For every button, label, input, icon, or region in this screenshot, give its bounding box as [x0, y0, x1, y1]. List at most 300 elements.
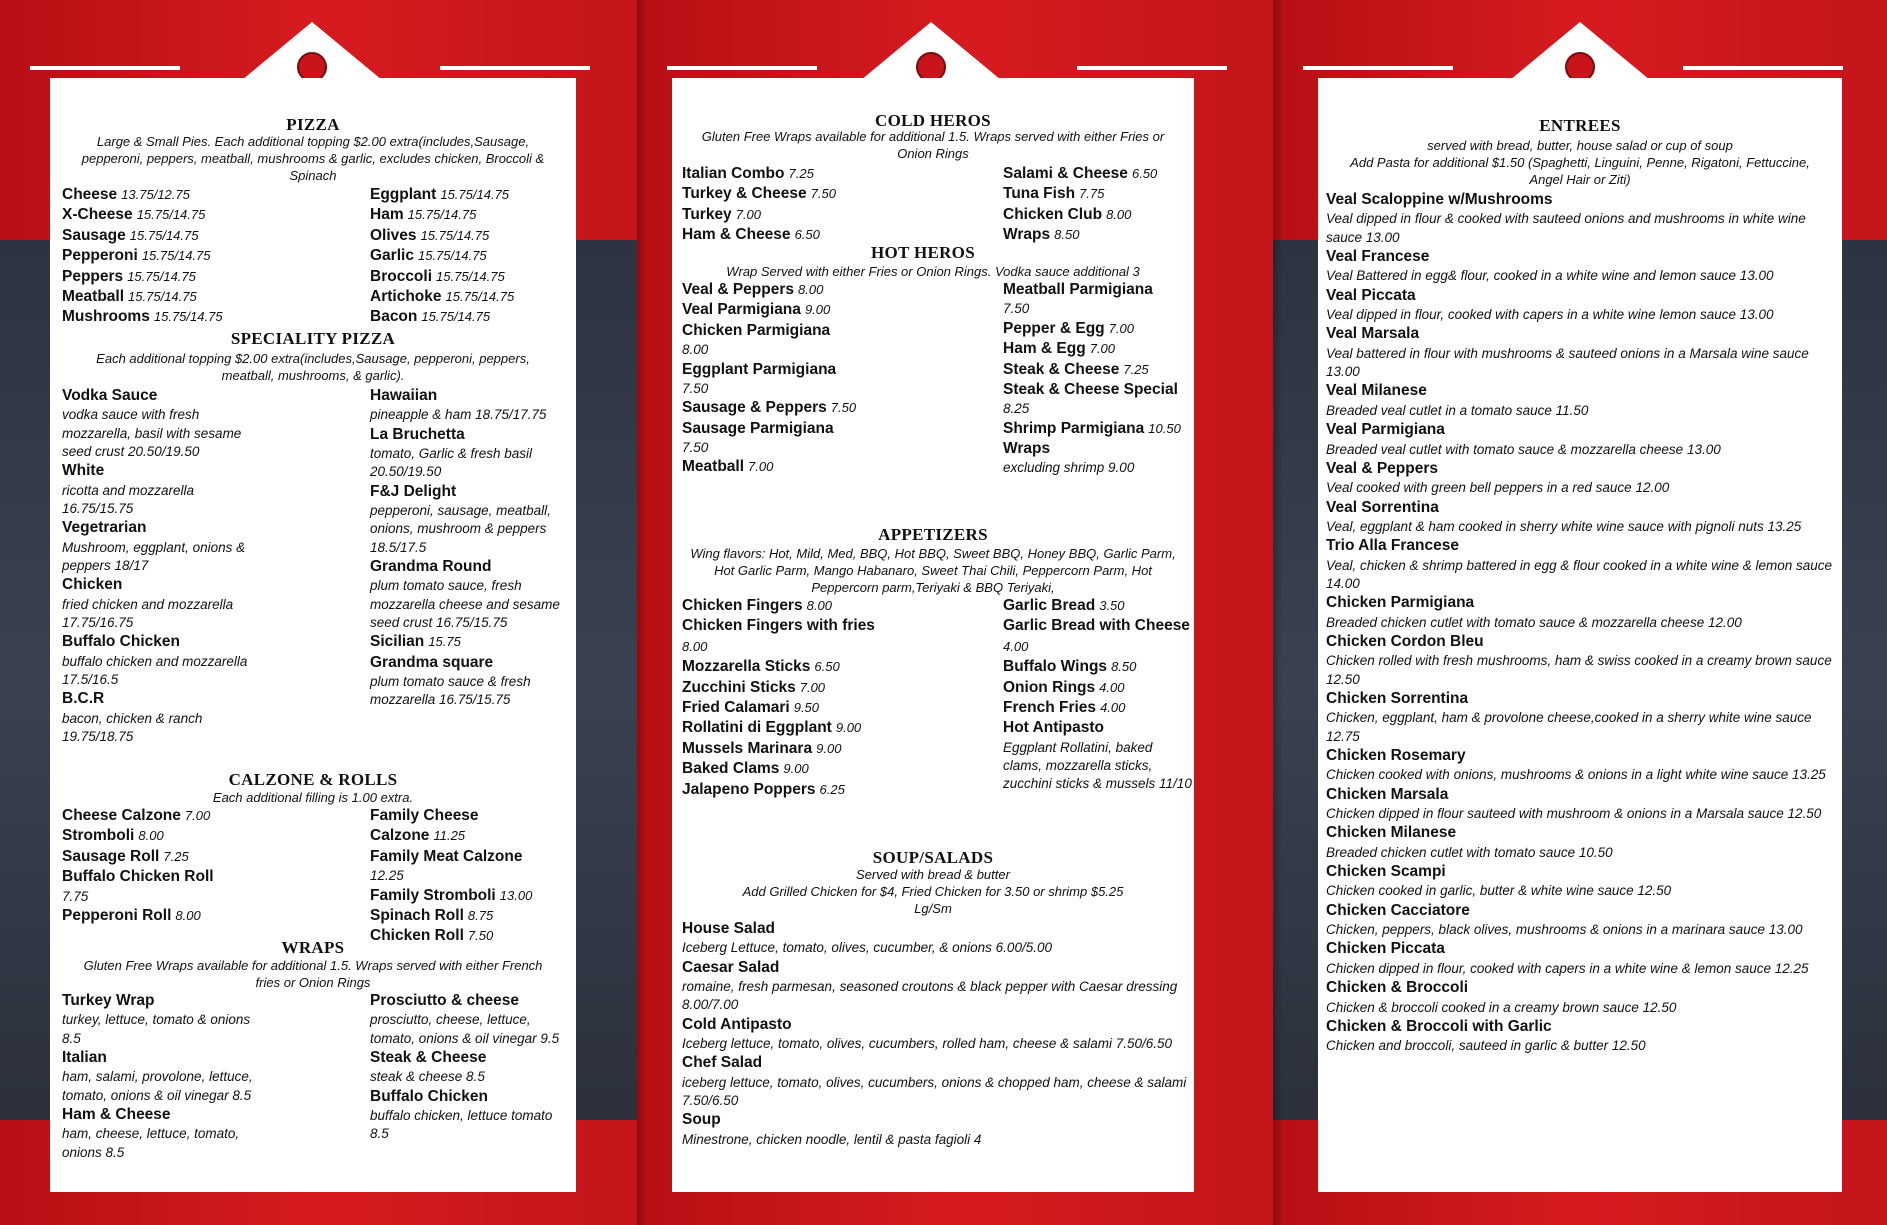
menu-item-name: F&J Delight: [370, 482, 457, 500]
section-title-hot-heros: HOT HEROS: [871, 243, 975, 262]
menu-item-price: 9.50: [793, 700, 820, 716]
menu-item: [370, 847, 570, 886]
menu-item: [62, 246, 322, 266]
menu-item-price: 8.00: [806, 598, 832, 613]
appetizers-left-column: [682, 596, 892, 800]
menu-item: [1003, 380, 1193, 419]
menu-item-price: 9.00: [816, 740, 842, 756]
menu-item-name: Sausage Parmigiana: [682, 419, 834, 437]
menu-item: [62, 847, 302, 867]
menu-item-description: pepperoni, sausage, meatball, onions, mushroom & peppers 18.5/17.5: [370, 503, 551, 555]
menu-item: [1326, 823, 1838, 862]
menu-item-name: Veal Marsala: [1326, 325, 1420, 343]
menu-item-description: Chicken, peppers, black olives, mushrooms & onions in a marinara sauce 13.00: [1326, 922, 1803, 938]
menu-item-description: pineapple & ham 18.75/17.75: [370, 407, 547, 423]
menu-item-name: Turkey Wrap: [62, 992, 155, 1009]
menu-item-description: Minestrone, chicken noodle, lentil & pasta fagioli 4: [682, 1131, 982, 1147]
menu-item-price: 7.50: [810, 186, 836, 202]
menu-item: [370, 806, 570, 826]
menu-item: [62, 806, 302, 826]
menu-item: [682, 457, 882, 477]
menu-item: [1003, 596, 1193, 616]
menu-item: [1326, 978, 1838, 1017]
stripe: [440, 66, 590, 70]
menu-item-name: Chicken Scampi: [1326, 863, 1446, 881]
menu-item-price: 8.00: [175, 907, 201, 923]
menu-item-description: Breaded chicken cutlet with tomato sauce & mozzarella cheese 12.00: [1326, 614, 1742, 630]
menu-item-price: 7.00: [748, 459, 774, 475]
menu-item: [62, 226, 322, 246]
menu-item-name: La Bruchetta: [370, 425, 465, 443]
menu-item-name: Family Cheese: [370, 807, 479, 824]
menu-item: [682, 739, 892, 759]
menu-item-name: Rollatini di Eggplant: [682, 719, 832, 737]
menu-item-description: plum tomato sauce & fresh mozzarella 16.75/15.75: [370, 674, 531, 708]
menu-item-name: Veal Milanese: [1326, 382, 1427, 400]
menu-item-description: ham, salami, provolone, lettuce, tomato, onions & oil vinegar 8.5: [62, 1069, 253, 1103]
menu-item-price: 6.50: [1131, 166, 1158, 181]
menu-item: [1003, 280, 1193, 319]
menu-item-name: Sausage Roll: [62, 847, 160, 865]
menu-item-description: Chicken cooked in garlic, butter & white wine sauce 12.50: [1326, 883, 1672, 899]
menu-item-name: Meatball Parmigiana: [1003, 281, 1153, 298]
menu-item-description: ham, cheese, lettuce, tomato, onions 8.5: [62, 1126, 240, 1160]
menu-item-price: 11.25: [433, 828, 466, 844]
entrees-list: [1326, 190, 1838, 1056]
menu-item: [370, 425, 570, 482]
menu-item: [370, 1087, 570, 1144]
menu-item-name: Onion Rings: [1003, 678, 1096, 696]
menu-item-name: Bacon: [370, 308, 418, 326]
menu-item-name: Jalapeno Poppers: [682, 780, 816, 798]
menu-item: [62, 267, 322, 287]
menu-item: [1003, 360, 1193, 380]
menu-item-name: Vodka Sauce: [62, 387, 158, 404]
menu-item: [1003, 164, 1193, 184]
menu-item-name: Grandma Round: [370, 558, 492, 575]
speciality-right-column: [370, 386, 570, 710]
menu-item-description: Chicken & broccoli cooked in a creamy brown sauce 12.50: [1326, 999, 1677, 1015]
menu-item-name: Broccoli: [370, 267, 433, 285]
menu-item: [682, 184, 982, 204]
menu-item-price: 10.50: [1148, 420, 1181, 436]
menu-item-price: 6.50: [814, 659, 840, 675]
menu-item-price: 7.25: [1123, 361, 1149, 377]
menu-item-description: romaine, fresh parmesan, seasoned croutons & black pepper with Caesar dressing 8.00/7.00: [682, 979, 1178, 1013]
menu-item-name: Chicken & Broccoli: [1326, 979, 1469, 997]
menu-item: [370, 386, 570, 425]
menu-item-name: Chicken Roll: [370, 927, 464, 945]
menu-item-name: Peppers: [62, 267, 124, 285]
menu-item-name: Calzone: [370, 827, 430, 845]
speciality-left-column: [62, 386, 262, 746]
menu-item-price: 8.75: [467, 907, 494, 923]
menu-item-description: prosciutto, cheese, lettuce, tomato, onions & oil vinegar 9.5: [370, 1012, 560, 1046]
stripe: [30, 66, 180, 70]
section-title-calzone: CALZONE & ROLLS: [228, 770, 398, 789]
menu-item-name: Veal & Peppers: [682, 281, 795, 298]
menu-item-description: Veal cooked with green bell peppers in a red sauce 12.00: [1326, 480, 1670, 496]
menu-item-description: Chicken and broccoli, sauteed in garlic & butter 12.50: [1326, 1038, 1646, 1054]
menu-item: [1326, 939, 1838, 978]
soup-salads-list: [682, 919, 1187, 1149]
section-note: Gluten Free Wraps available for additional 1.5. Wraps served with either French fries or Onion Rings: [83, 958, 543, 990]
menu-item-name: Pepper & Egg: [1003, 319, 1105, 337]
section-note: Each additional topping $2.00 extra(includes,Sausage, pepperoni, peppers, meatball, mushrooms, & garlic).: [96, 351, 530, 383]
menu-item: [1003, 657, 1193, 677]
section-title-pizza: PIZZA: [286, 115, 340, 134]
menu-card-pizza: [50, 78, 576, 1192]
menu-item: [62, 632, 262, 689]
menu-item: [682, 596, 892, 616]
menu-item-name: Chicken Cacciatore: [1326, 901, 1470, 919]
calzone-left-column: [62, 806, 302, 926]
section-note: Each additional filling is 1.00 extra.: [212, 790, 414, 805]
menu-item: [62, 461, 262, 518]
menu-item-name: Ham & Cheese: [682, 226, 791, 244]
menu-item-description: turkey, lettuce, tomato & onions 8.5: [62, 1012, 251, 1046]
menu-item-name: Family Meat Calzone: [370, 847, 523, 865]
pizza-right-column: [370, 185, 570, 328]
menu-item-name: French Fries: [1003, 699, 1097, 717]
menu-item-description: bacon, chicken & ranch 19.75/18.75: [62, 710, 203, 744]
menu-item-description: Veal, eggplant & ham cooked in sherry white wine sauce with pignoli nuts 13.25: [1326, 518, 1802, 534]
menu-item-description: Mushroom, eggplant, onions & peppers 18/17: [62, 539, 246, 573]
menu-item-description: Chicken, eggplant, ham & provolone cheese,cooked in a sherry white wine sauce 12.75: [1326, 710, 1812, 744]
menu-item-name: B.C.R: [62, 690, 105, 708]
menu-item-name: Chicken Parmigiana: [682, 321, 831, 339]
menu-item: [682, 919, 1187, 958]
menu-item-name: Meatball: [62, 288, 125, 306]
menu-item: [1003, 419, 1193, 439]
menu-item: [62, 386, 262, 461]
menu-item: [370, 886, 570, 906]
menu-item: [370, 287, 570, 307]
menu-item: [1326, 286, 1838, 325]
menu-item: [370, 185, 570, 205]
menu-item-name: Fried Calamari: [682, 699, 790, 717]
menu-item-name: Steak & Cheese Special: [1003, 380, 1178, 398]
menu-item-name: Olives: [370, 226, 417, 244]
menu-item: [62, 205, 322, 225]
stripe: [1077, 66, 1227, 70]
section-title-speciality: SPECIALITY PIZZA: [230, 329, 396, 348]
menu-item-name: Cheese: [62, 186, 118, 203]
hot-heros-right-column: [1003, 280, 1193, 478]
menu-item-name: Cold Antipasto: [682, 1015, 792, 1033]
menu-item-name: Pepperoni: [62, 247, 138, 265]
menu-item-name: Eggplant Parmigiana: [682, 360, 837, 378]
menu-item-name: House Salad: [682, 920, 776, 937]
menu-item: [682, 1015, 1187, 1054]
menu-item-name: Veal Parmigiana: [682, 301, 801, 319]
menu-item: [682, 164, 982, 184]
menu-item-description: Veal Battered in egg& flour, cooked in a white wine and lemon sauce 13.00: [1326, 268, 1774, 284]
menu-item-description: plum tomato sauce, fresh mozzarella cheese and sesame seed crust 16.75/15.75: [370, 578, 560, 630]
menu-item: [62, 867, 302, 906]
menu-item-price: 8.50: [1111, 659, 1137, 675]
menu-item: [370, 267, 570, 287]
menu-item-name: Pepperoni Roll: [62, 906, 172, 924]
menu-item-price: 9.00: [835, 720, 862, 736]
menu-item-name: Zucchini Sticks: [682, 678, 796, 696]
menu-item: [1326, 785, 1838, 824]
menu-item-name: Chicken Sorrentina: [1326, 689, 1469, 707]
menu-item-name: Baked Clams: [682, 760, 780, 778]
menu-item-description: Veal dipped in flour & cooked with sauteed onions and mushrooms in white wine sauce 13.00: [1326, 211, 1806, 245]
menu-item-name: Ham: [370, 206, 404, 224]
menu-item-description: ricotta and mozzarella 16.75/15.75: [62, 482, 195, 516]
menu-item: [1326, 190, 1838, 247]
menu-item: [682, 759, 892, 779]
menu-item: [1003, 678, 1193, 698]
stripe: [1303, 66, 1453, 70]
menu-item-price: 15.75/14.75: [128, 289, 197, 305]
menu-item: [682, 1110, 1187, 1149]
menu-item-name: Salami & Cheese: [1003, 165, 1128, 182]
menu-item-name: Chef Salad: [682, 1054, 763, 1072]
menu-item: [1003, 616, 1193, 657]
menu-item: [682, 300, 882, 320]
menu-item-name: Stromboli: [62, 827, 135, 845]
menu-item-price: 8.00: [138, 828, 164, 844]
menu-item-name: Wraps: [1003, 226, 1051, 244]
menu-item-name: Steak & Cheese: [370, 1049, 487, 1066]
menu-item-price: 9.00: [783, 761, 809, 777]
section-title-appetizers: APPETIZERS: [878, 525, 988, 544]
menu-item-name: Chicken Milanese: [1326, 824, 1457, 842]
menu-item: [1326, 247, 1838, 286]
menu-item-name: Soup: [682, 1111, 721, 1129]
menu-item-description: Breaded veal cutlet in a tomato sauce 11.50: [1326, 402, 1589, 418]
menu-item-description: 8.25: [1003, 401, 1030, 417]
menu-item-description: Chicken dipped in flour sauteed with mushroom & onions in a Marsala sauce 12.50: [1326, 806, 1822, 822]
menu-item: [370, 307, 570, 327]
menu-item: [370, 246, 570, 266]
menu-item-name: Spinach Roll: [370, 906, 464, 924]
menu-item-name: Ham & Egg: [1003, 340, 1086, 358]
menu-item-price: 7.50: [467, 928, 494, 944]
menu-item-name: Chicken Fingers with fries: [682, 617, 875, 635]
menu-item-price: 7.00: [735, 206, 762, 222]
menu-item: [1326, 746, 1838, 785]
menu-item-description: tomato, Garlic & fresh basil 20.50/19.50: [370, 446, 533, 480]
section-note: Large & Small Pies. Each additional topping $2.00 extra(includes,Sausage, pepperoni, peppers, meatball, mushrooms & garlic, excludes chicken, Broccoli & Spinach: [81, 134, 545, 183]
menu-item-name: Veal Sorrentina: [1326, 498, 1439, 516]
menu-item-price: 13.00: [499, 887, 533, 903]
menu-item: [1326, 632, 1838, 689]
menu-item-name: Veal Scaloppine w/Mushrooms: [1326, 191, 1553, 208]
menu-item-price: 15.75/14.75: [153, 309, 223, 325]
menu-item-name: Sausage & Peppers: [682, 399, 827, 417]
menu-item-description: Iceberg Lettuce, tomato, olives, cucumber, & onions 6.00/5.00: [682, 940, 1052, 956]
menu-item-name: Tuna Fish: [1003, 185, 1076, 203]
menu-item-name: Veal & Peppers: [1326, 459, 1439, 477]
menu-item-name: Chicken & Broccoli with Garlic: [1326, 1017, 1552, 1035]
menu-item: [1003, 718, 1193, 793]
menu-item: [1326, 1017, 1838, 1056]
menu-item: [682, 678, 892, 698]
menu-item-name: Shrimp Parmigiana: [1003, 419, 1145, 437]
menu-item-name: Ham & Cheese: [62, 1106, 171, 1123]
menu-item-name: White: [62, 462, 105, 480]
menu-item-price: 7.25: [788, 166, 814, 181]
menu-item: [1326, 593, 1838, 632]
section-title-entrees: ENTREES: [1539, 116, 1621, 135]
menu-item-name: Buffalo Chicken: [370, 1087, 488, 1105]
menu-item: [62, 307, 322, 327]
menu-item-description: 7.50: [682, 440, 709, 456]
menu-item-price: 13.75/12.75: [121, 187, 190, 202]
menu-item-name: Mozzarella Sticks: [682, 658, 811, 676]
menu-item-price: 8.00: [682, 638, 708, 654]
menu-item-name: Sicilian: [370, 633, 425, 651]
menu-item-price: 9.00: [804, 302, 831, 318]
menu-item-name: Chicken Piccata: [1326, 940, 1445, 958]
menu-item: [1326, 689, 1838, 746]
menu-item-description: Chicken cooked with onions, mushrooms & onions in a light white wine sauce 13.25: [1326, 767, 1826, 783]
menu-card-entrees: [1318, 78, 1842, 1192]
menu-item-price: 15.75/14.75: [420, 227, 490, 243]
menu-item-name: Trio Alla Francese: [1326, 537, 1459, 555]
menu-item-name: Chicken Club: [1003, 205, 1103, 223]
menu-item: [62, 287, 322, 307]
menu-item: [1003, 205, 1193, 225]
menu-item-name: Veal Parmigiana: [1326, 421, 1445, 439]
menu-item-description: 7.50: [1003, 301, 1030, 317]
section-title-soup-salads: SOUP/SALADS: [872, 848, 994, 867]
menu-item-description: iceberg lettuce, tomato, olives, cucumbers, onions & chopped ham, cheese & salami 7.50/6.50: [682, 1074, 1187, 1109]
menu-item: [62, 1048, 262, 1105]
menu-item-name: Italian: [62, 1049, 107, 1066]
wraps-left-column: [62, 991, 262, 1162]
menu-item: [1003, 319, 1193, 339]
menu-item: [370, 1048, 570, 1087]
menu-item-description: Chicken dipped in flour, cooked with capers in a white wine & lemon sauce 12.25: [1326, 960, 1809, 976]
menu-item: [62, 518, 262, 575]
menu-item: [62, 689, 262, 746]
menu-item-price: 15.75: [428, 634, 461, 650]
menu-item-price: 7.25: [163, 848, 189, 864]
menu-item-description: Veal, chicken & shrimp battered in egg & flour cooked in a white wine & lemon sauce 14.00: [1326, 557, 1833, 591]
hot-heros-left-column: [682, 280, 882, 478]
menu-item-name: Chicken: [62, 576, 123, 594]
menu-item-name: Family Stromboli: [370, 886, 496, 904]
menu-item-name: Italian Combo: [682, 165, 785, 182]
menu-item-name: Turkey: [682, 205, 732, 223]
menu-item-description: Breaded veal cutlet with tomato sauce & mozzarella cheese 13.00: [1326, 441, 1721, 457]
menu-item-description: fried chicken and mozzarella 17.75/16.75: [62, 596, 234, 630]
menu-item-name: Cheese Calzone: [62, 807, 181, 824]
menu-item-price: 4.00: [1003, 638, 1029, 654]
menu-item-description: 12.25: [370, 868, 404, 884]
stripe: [1683, 66, 1843, 70]
menu-item: [682, 419, 882, 458]
stripe: [667, 66, 817, 70]
menu-item-description: buffalo chicken, lettuce tomato 8.5: [370, 1108, 553, 1142]
menu-item-name: X-Cheese: [62, 206, 133, 224]
menu-item: [370, 906, 570, 926]
menu-item-name: Mussels Marinara: [682, 739, 813, 757]
menu-item: [682, 657, 892, 677]
menu-item: [62, 906, 302, 926]
menu-item: [1326, 536, 1838, 593]
menu-item: [682, 780, 892, 800]
menu-item-price: 7.00: [1108, 320, 1134, 336]
menu-item: [1003, 439, 1193, 478]
menu-item-description: Veal dipped in flour, cooked with capers in a white wine lemon sauce 13.00: [1326, 307, 1774, 323]
menu-item: [682, 280, 882, 300]
menu-item-price: 15.75/14.75: [417, 248, 487, 264]
menu-item: [370, 991, 570, 1048]
menu-item: [370, 482, 570, 557]
menu-item: [1326, 459, 1838, 498]
menu-item-description: 7.75: [62, 888, 89, 904]
menu-item: [682, 398, 882, 418]
menu-item-name: Chicken Rosemary: [1326, 746, 1466, 764]
menu-item-name: Garlic Bread with Cheese: [1003, 617, 1190, 635]
cold-heros-left-column: [682, 164, 982, 246]
menu-item-price: 7.00: [184, 808, 211, 823]
menu-item-price: 8.00: [1106, 206, 1132, 222]
menu-item: [370, 632, 570, 652]
section-title-cold-heros: COLD HEROS: [875, 111, 991, 130]
menu-item-price: 6.50: [794, 227, 820, 243]
menu-item: [62, 1105, 262, 1162]
menu-item: [1326, 420, 1838, 459]
menu-item-price: 7.75: [1079, 186, 1105, 202]
menu-item-price: 15.75/14.75: [127, 268, 196, 284]
menu-item: [62, 826, 302, 846]
menu-item: [1326, 862, 1838, 901]
menu-item-price: 4.00: [1100, 700, 1126, 716]
menu-item-name: Meatball: [682, 458, 745, 476]
menu-item-name: Prosciutto & cheese: [370, 992, 520, 1009]
menu-item-description: Chicken rolled with fresh mushrooms, ham & swiss cooked in a creamy brown sauce 12.50: [1326, 653, 1832, 687]
wraps-right-column: [370, 991, 570, 1144]
menu-item: [682, 616, 892, 657]
menu-item-price: 15.75/14.75: [407, 207, 477, 223]
menu-item-name: Veal Francese: [1326, 248, 1430, 265]
menu-item-name: Mushrooms: [62, 308, 150, 326]
section-title-wraps: WRAPS: [281, 938, 345, 957]
menu-item-name: Buffalo Chicken: [62, 633, 180, 651]
menu-item-price: 15.75/14.75: [136, 207, 206, 223]
menu-item-price: 15.75/14.75: [445, 289, 515, 305]
menu-item-price: 7.50: [830, 400, 857, 416]
menu-item-price: 15.75/14.75: [421, 309, 491, 325]
menu-item-price: 8.00: [798, 282, 824, 297]
menu-item-description: Iceberg lettuce, tomato, olives, cucumbers, rolled ham, cheese & salami 7.50/6.50: [682, 1036, 1173, 1052]
menu-item-name: Chicken Cordon Bleu: [1326, 632, 1484, 650]
menu-item-name: Garlic: [370, 247, 414, 265]
appetizers-right-column: [1003, 596, 1193, 794]
menu-item: [1003, 339, 1193, 359]
menu-item: [62, 185, 322, 205]
menu-item-price: 15.75/14.75: [436, 268, 505, 284]
menu-item-name: Grandma square: [370, 653, 494, 671]
menu-item-name: Hot Antipasto: [1003, 719, 1105, 737]
menu-item: [682, 718, 892, 738]
menu-item: [62, 575, 262, 632]
menu-item: [682, 698, 892, 718]
menu-item-name: Buffalo Chicken Roll: [62, 868, 214, 886]
menu-item-name: Chicken Parmigiana: [1326, 594, 1475, 612]
menu-item-name: Eggplant: [370, 186, 437, 203]
menu-item-price: 6.25: [819, 781, 845, 797]
menu-item-description: 8.00: [682, 342, 709, 358]
menu-item: [682, 360, 882, 399]
